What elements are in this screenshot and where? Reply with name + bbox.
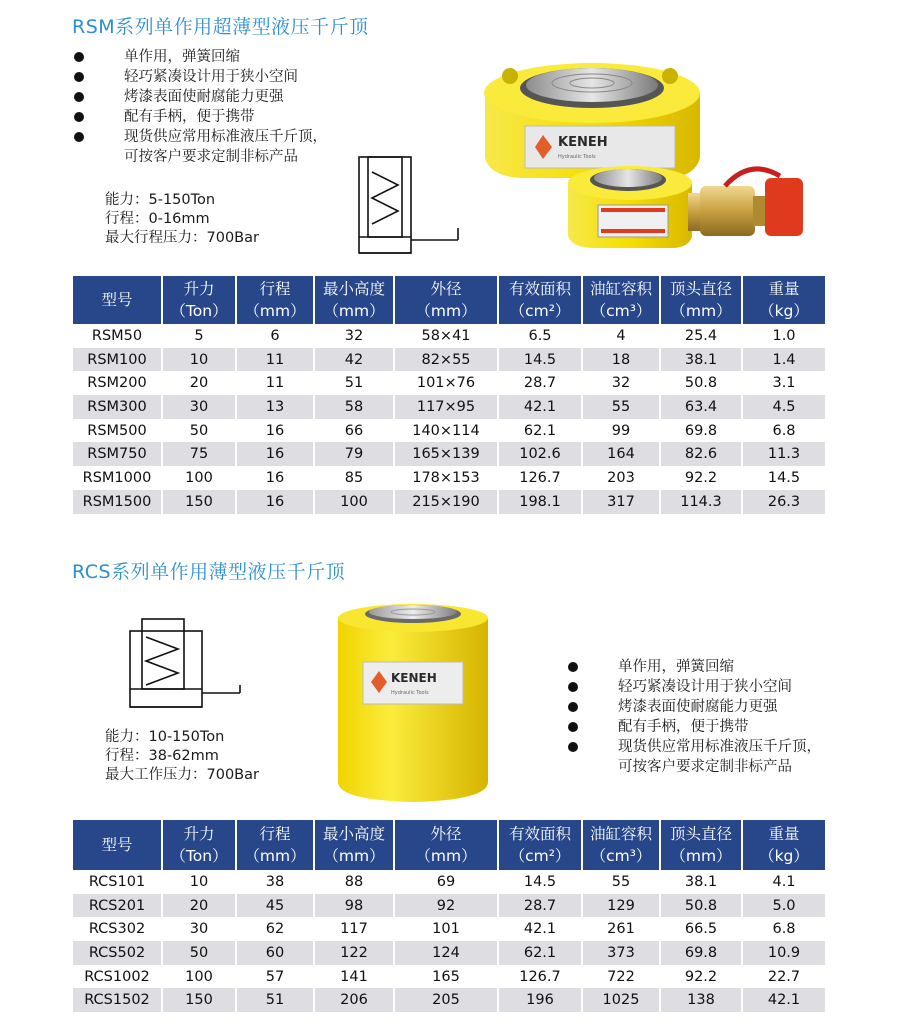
table-row: RCS201 20 45 98 92 28.7 129 50.8 5.0 bbox=[73, 894, 825, 918]
col-header-effective-area: 有效面积 （cm²） bbox=[499, 276, 583, 324]
bullet-icon bbox=[568, 702, 578, 712]
col-header-saddle-diameter: 顶头直径 （mm） bbox=[661, 276, 743, 324]
bullet-icon bbox=[74, 52, 84, 62]
rsm-spec-stroke: 行程：0-16mm bbox=[105, 211, 210, 227]
table-row: RSM50 5 6 32 58×41 6.5 4 25.4 1.0 bbox=[73, 324, 825, 348]
rsm-feature-item: 现货供应常用标准液压千斤顶， bbox=[74, 127, 404, 147]
rsm-feature-item: 轻巧紧凑设计用于狭小空间 bbox=[74, 67, 404, 87]
rsm-spec-capacity: 能力：5-150Ton bbox=[105, 192, 216, 208]
rsm-cylinder-symbol-icon bbox=[355, 152, 465, 262]
col-header-oil-capacity: 油缸容积 （cm³） bbox=[583, 820, 661, 870]
rsm-jack-product-image bbox=[480, 48, 820, 263]
col-header-lift: 升力 （Ton） bbox=[163, 820, 237, 870]
table-row: RCS1502 150 51 206 205 196 1025 138 42.1 bbox=[73, 988, 825, 1012]
col-header-weight: 重量 （kg） bbox=[743, 276, 825, 324]
col-header-stroke: 行程 （mm） bbox=[237, 276, 315, 324]
table-row: RSM300 30 13 58 117×95 42.1 55 63.4 4.5 bbox=[73, 395, 825, 419]
rcs-logo-sub: Hydraulic Tools bbox=[391, 690, 429, 696]
rcs-feature-item: 现货供应常用标准液压千斤顶， bbox=[568, 737, 868, 757]
table-row: RCS302 30 62 117 101 42.1 261 66.5 6.8 bbox=[73, 917, 825, 941]
table-row: RSM100 10 11 42 82×55 14.5 18 38.1 1.4 bbox=[73, 348, 825, 372]
bullet-icon bbox=[74, 112, 84, 122]
table-row: RCS101 10 38 88 69 14.5 55 38.1 4.1 bbox=[73, 870, 825, 894]
bullet-icon bbox=[74, 92, 84, 102]
table-row: RSM200 20 11 51 101×76 28.7 32 50.8 3.1 bbox=[73, 371, 825, 395]
rsm-table-header-row bbox=[73, 276, 825, 324]
rcs-specs bbox=[105, 728, 259, 785]
bullet-icon bbox=[568, 722, 578, 732]
bullet-icon bbox=[568, 742, 578, 752]
col-header-lift: 升力 （Ton） bbox=[163, 276, 237, 324]
col-header-oil-capacity: 油缸容积 （cm³） bbox=[583, 276, 661, 324]
rcs-feature-item: 配有手柄，便于携带 bbox=[568, 717, 868, 737]
rsm-feature-item: 单作用，弹簧回缩 bbox=[74, 47, 404, 67]
rsm-logo-sub: Hydraulic Tools bbox=[558, 154, 596, 160]
table-row: RCS502 50 60 122 124 62.1 373 69.8 10.9 bbox=[73, 941, 825, 965]
table-row: RSM750 75 16 79 165×139 102.6 164 82.6 11.3 bbox=[73, 442, 825, 466]
bullet-icon bbox=[74, 72, 84, 82]
rcs-jack-product-image bbox=[335, 600, 495, 810]
rcs-spec-pressure: 最大工作压力：700Bar bbox=[105, 767, 259, 783]
table-row: RSM1500 150 16 100 215×190 198.1 317 114.3 26.3 bbox=[73, 490, 825, 514]
rsm-specs bbox=[105, 191, 259, 248]
table-row: RSM1000 100 16 85 178×153 126.7 203 92.2 14.5 bbox=[73, 466, 825, 490]
rsm-feature-list bbox=[74, 47, 404, 167]
rsm-feature-item: 配有手柄，便于携带 bbox=[74, 107, 404, 127]
rsm-spec-pressure: 最大行程压力：700Bar bbox=[105, 230, 259, 246]
col-header-outer-diameter: 外径 （mm） bbox=[395, 276, 499, 324]
rsm-feature-continuation: 可按客户要求定制非标产品 bbox=[124, 149, 298, 165]
table-row: RSM500 50 16 66 140×114 62.1 99 69.8 6.8 bbox=[73, 419, 825, 443]
bullet-icon bbox=[568, 682, 578, 692]
rcs-section-title: RCS系列单作用薄型液压千斤顶 bbox=[72, 561, 346, 583]
rcs-feature-list bbox=[568, 657, 868, 777]
col-header-min-height: 最小高度 （mm） bbox=[315, 276, 395, 324]
col-header-saddle-diameter: 顶头直径 （mm） bbox=[661, 820, 743, 870]
rcs-table-header-row bbox=[73, 820, 825, 870]
col-header-model: 型号 bbox=[73, 276, 163, 324]
col-header-weight: 重量 （kg） bbox=[743, 820, 825, 870]
col-header-effective-area: 有效面积 （cm²） bbox=[499, 820, 583, 870]
rsm-logo-text: KENEH bbox=[558, 135, 608, 150]
col-header-stroke: 行程 （mm） bbox=[237, 820, 315, 870]
rsm-spec-table bbox=[73, 276, 825, 514]
rcs-spec-table bbox=[73, 820, 825, 1012]
rcs-feature-item: 烤漆表面使耐腐能力更强 bbox=[568, 697, 868, 717]
rcs-feature-item: 单作用，弹簧回缩 bbox=[568, 657, 868, 677]
table-row: RCS1002 100 57 141 165 126.7 722 92.2 22.7 bbox=[73, 965, 825, 989]
col-header-model: 型号 bbox=[73, 820, 163, 870]
rcs-cylinder-symbol-icon bbox=[128, 615, 243, 715]
rcs-feature-item: 轻巧紧凑设计用于狭小空间 bbox=[568, 677, 868, 697]
rcs-table-body bbox=[73, 870, 825, 1012]
rcs-spec-capacity: 能力：10-150Ton bbox=[105, 729, 225, 745]
rcs-feature-continuation: 可按客户要求定制非标产品 bbox=[618, 759, 792, 775]
rcs-logo-text: KENEH bbox=[391, 671, 437, 685]
rsm-section-title: RSM系列单作用超薄型液压千斤顶 bbox=[72, 16, 369, 38]
bullet-icon bbox=[74, 132, 84, 142]
rcs-spec-stroke: 行程：38-62mm bbox=[105, 748, 219, 764]
col-header-outer-diameter: 外径 （mm） bbox=[395, 820, 499, 870]
col-header-min-height: 最小高度 （mm） bbox=[315, 820, 395, 870]
rsm-table-body bbox=[73, 324, 825, 514]
bullet-icon bbox=[568, 662, 578, 672]
rsm-feature-item: 烤漆表面使耐腐能力更强 bbox=[74, 87, 404, 107]
